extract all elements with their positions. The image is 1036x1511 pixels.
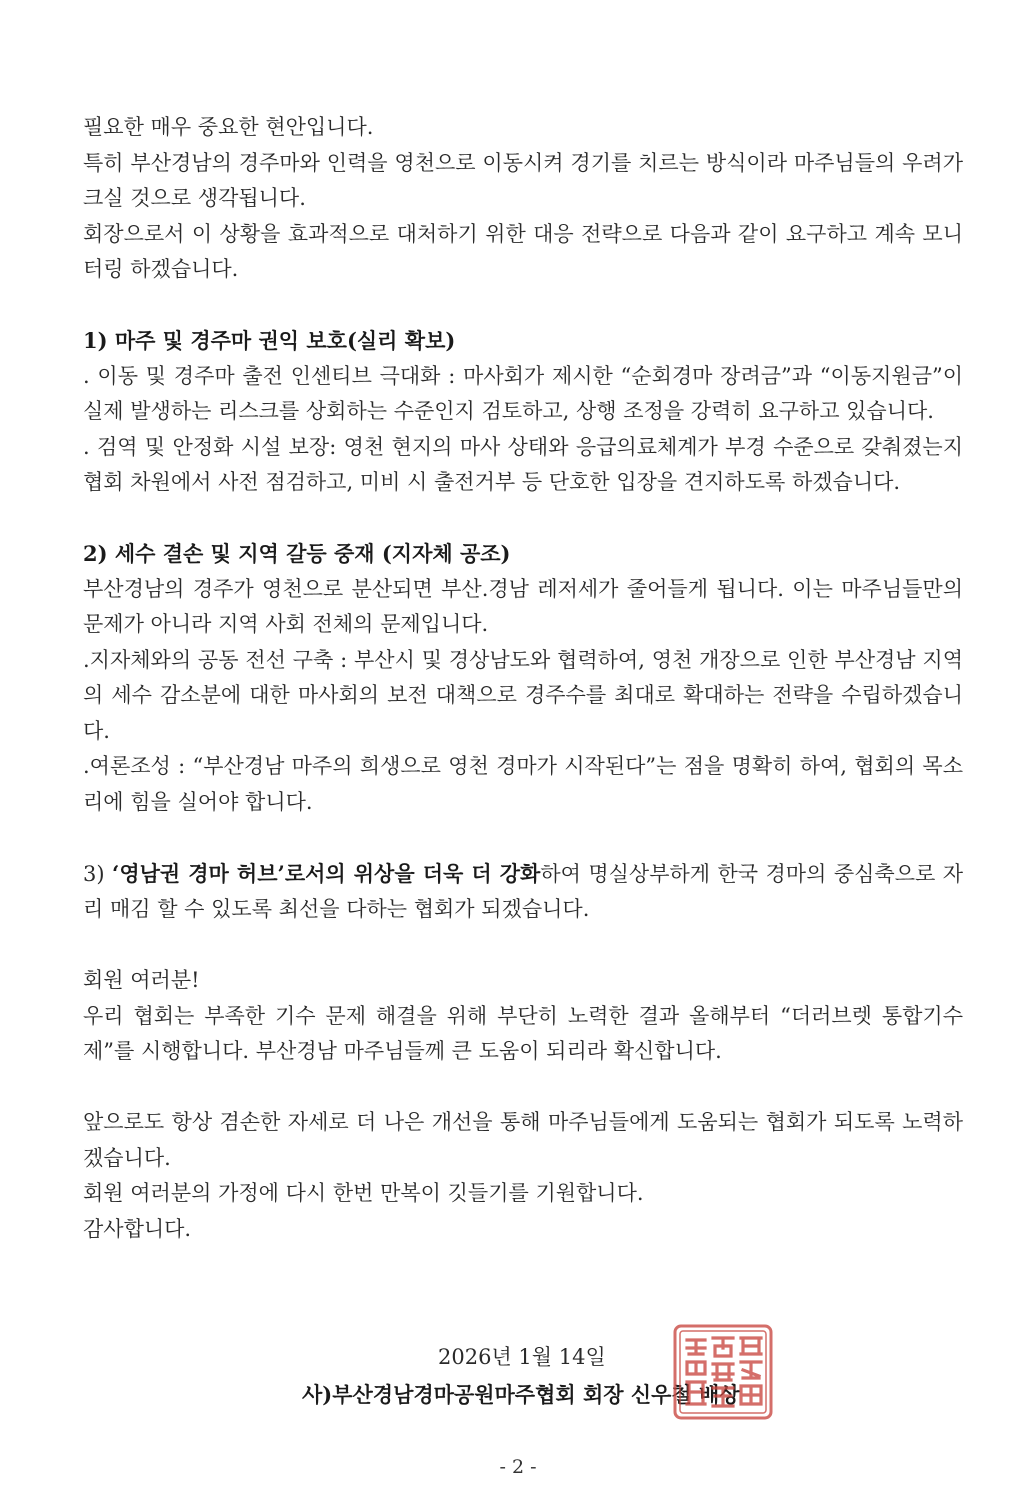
section3-paragraph <box>83 856 963 928</box>
intro-line: 특히 부산경남의 경주마와 인력을 영천으로 이동시켜 경기를 치르는 방식이라 마주님들의 우려가 크실 것으로 생각됩니다. <box>83 150 963 210</box>
section3-rest: 하여 명실상부하게 한국 경마의 중심축으로 자리 매김 할 수 있도록 최선을 다하는 협회가 되겠습니다. <box>83 861 964 921</box>
document-date: 2026년 1월 14일 <box>438 1345 606 1369</box>
closing-line: 앞으로도 항상 겸손한 자세로 더 나은 개선을 통해 마주님들에게 도움되는 협회가 되도록 노력하겠습니다. <box>83 1110 963 1170</box>
section2-item: .여론조성 : “부산경남 마주의 희생으로 영천 경마가 시작된다”는 점을 명확히 하여, 협회의 목소리에 힘을 실어야 합니다. <box>83 754 963 814</box>
paragraph-gap <box>83 501 963 537</box>
section2-item: .지자체와의 공동 전선 구축 : 부산시 및 경상남도와 협력하여, 영천 개장으로 인한 부산경남 지역의 세수 감소분에 대한 마사회의 보전 대책으로 경주수를 최대로 확대하는 전략을 수립하겠습니다. <box>83 647 963 743</box>
section2-heading: 2) 세수 결손 및 지역 갈등 중재 (지자체 공조) <box>83 541 511 566</box>
paragraph-gap <box>83 820 963 856</box>
section1-item: . 검역 및 안정화 시설 보장: 영천 현지의 마사 상태와 응급의료체계가 부경 수준으로 갖춰졌는지 협회 차원에서 사전 점검하고, 미비 시 출전거부 등 단호한 입장을 견지하도록 하겠습니다. <box>83 434 963 494</box>
section3-prefix: 3) <box>83 861 113 886</box>
page-number: - 2 - <box>499 1456 537 1478</box>
red-seal-stamp-icon <box>671 1322 775 1422</box>
intro-line: 회장으로서 이 상황을 효과적으로 대처하기 위한 대응 전략으로 다음과 같이 요구하고 계속 모니터링 하겠습니다. <box>83 221 963 281</box>
section3-emphasis: ‘영남권 경마 허브’로서의 위상을 더욱 더 강화 <box>112 860 541 886</box>
closing-line: 감사합니다. <box>83 1216 192 1241</box>
paragraph-gap <box>83 288 963 324</box>
signature-line: 사)부산경남경마공원마주협회 회장 신우철 배상 <box>302 1382 740 1407</box>
greeting-text: 우리 협회는 부족한 기수 문제 해결을 위해 부단히 노력한 결과 올해부터 “더러브렛 통합기수제”를 시행합니다. 부산경남 마주님들께 큰 도움이 되리라 확신합니다. <box>83 1003 963 1063</box>
greeting-salutation: 회원 여러분! <box>83 968 200 992</box>
document-body <box>83 110 963 1247</box>
intro-line: 필요한 매우 중요한 현안입니다. <box>83 115 374 139</box>
section2-item: 부산경남의 경주가 영천으로 분산되면 부산.경남 레저세가 줄어들게 됩니다. 이는 마주님들만의 문제가 아니라 지역 사회 전체의 문제입니다. <box>83 576 963 636</box>
paragraph-gap <box>83 928 963 964</box>
section1-heading: 1) 마주 및 경주마 권익 보호(실리 확보) <box>83 328 456 353</box>
paragraph-gap <box>83 1070 963 1106</box>
closing-line: 회원 여러분의 가정에 다시 한번 만복이 깃들기를 기원합니다. <box>83 1181 644 1205</box>
section1-item: . 이동 및 경주마 출전 인센티브 극대화 : 마사회가 제시한 “순회경마 장려금”과 “이동지원금”이 실제 발생하는 리스크를 상회하는 수준인지 검토하고, 상행 조정을 강력히 요구하고 있습니다. <box>83 363 963 423</box>
